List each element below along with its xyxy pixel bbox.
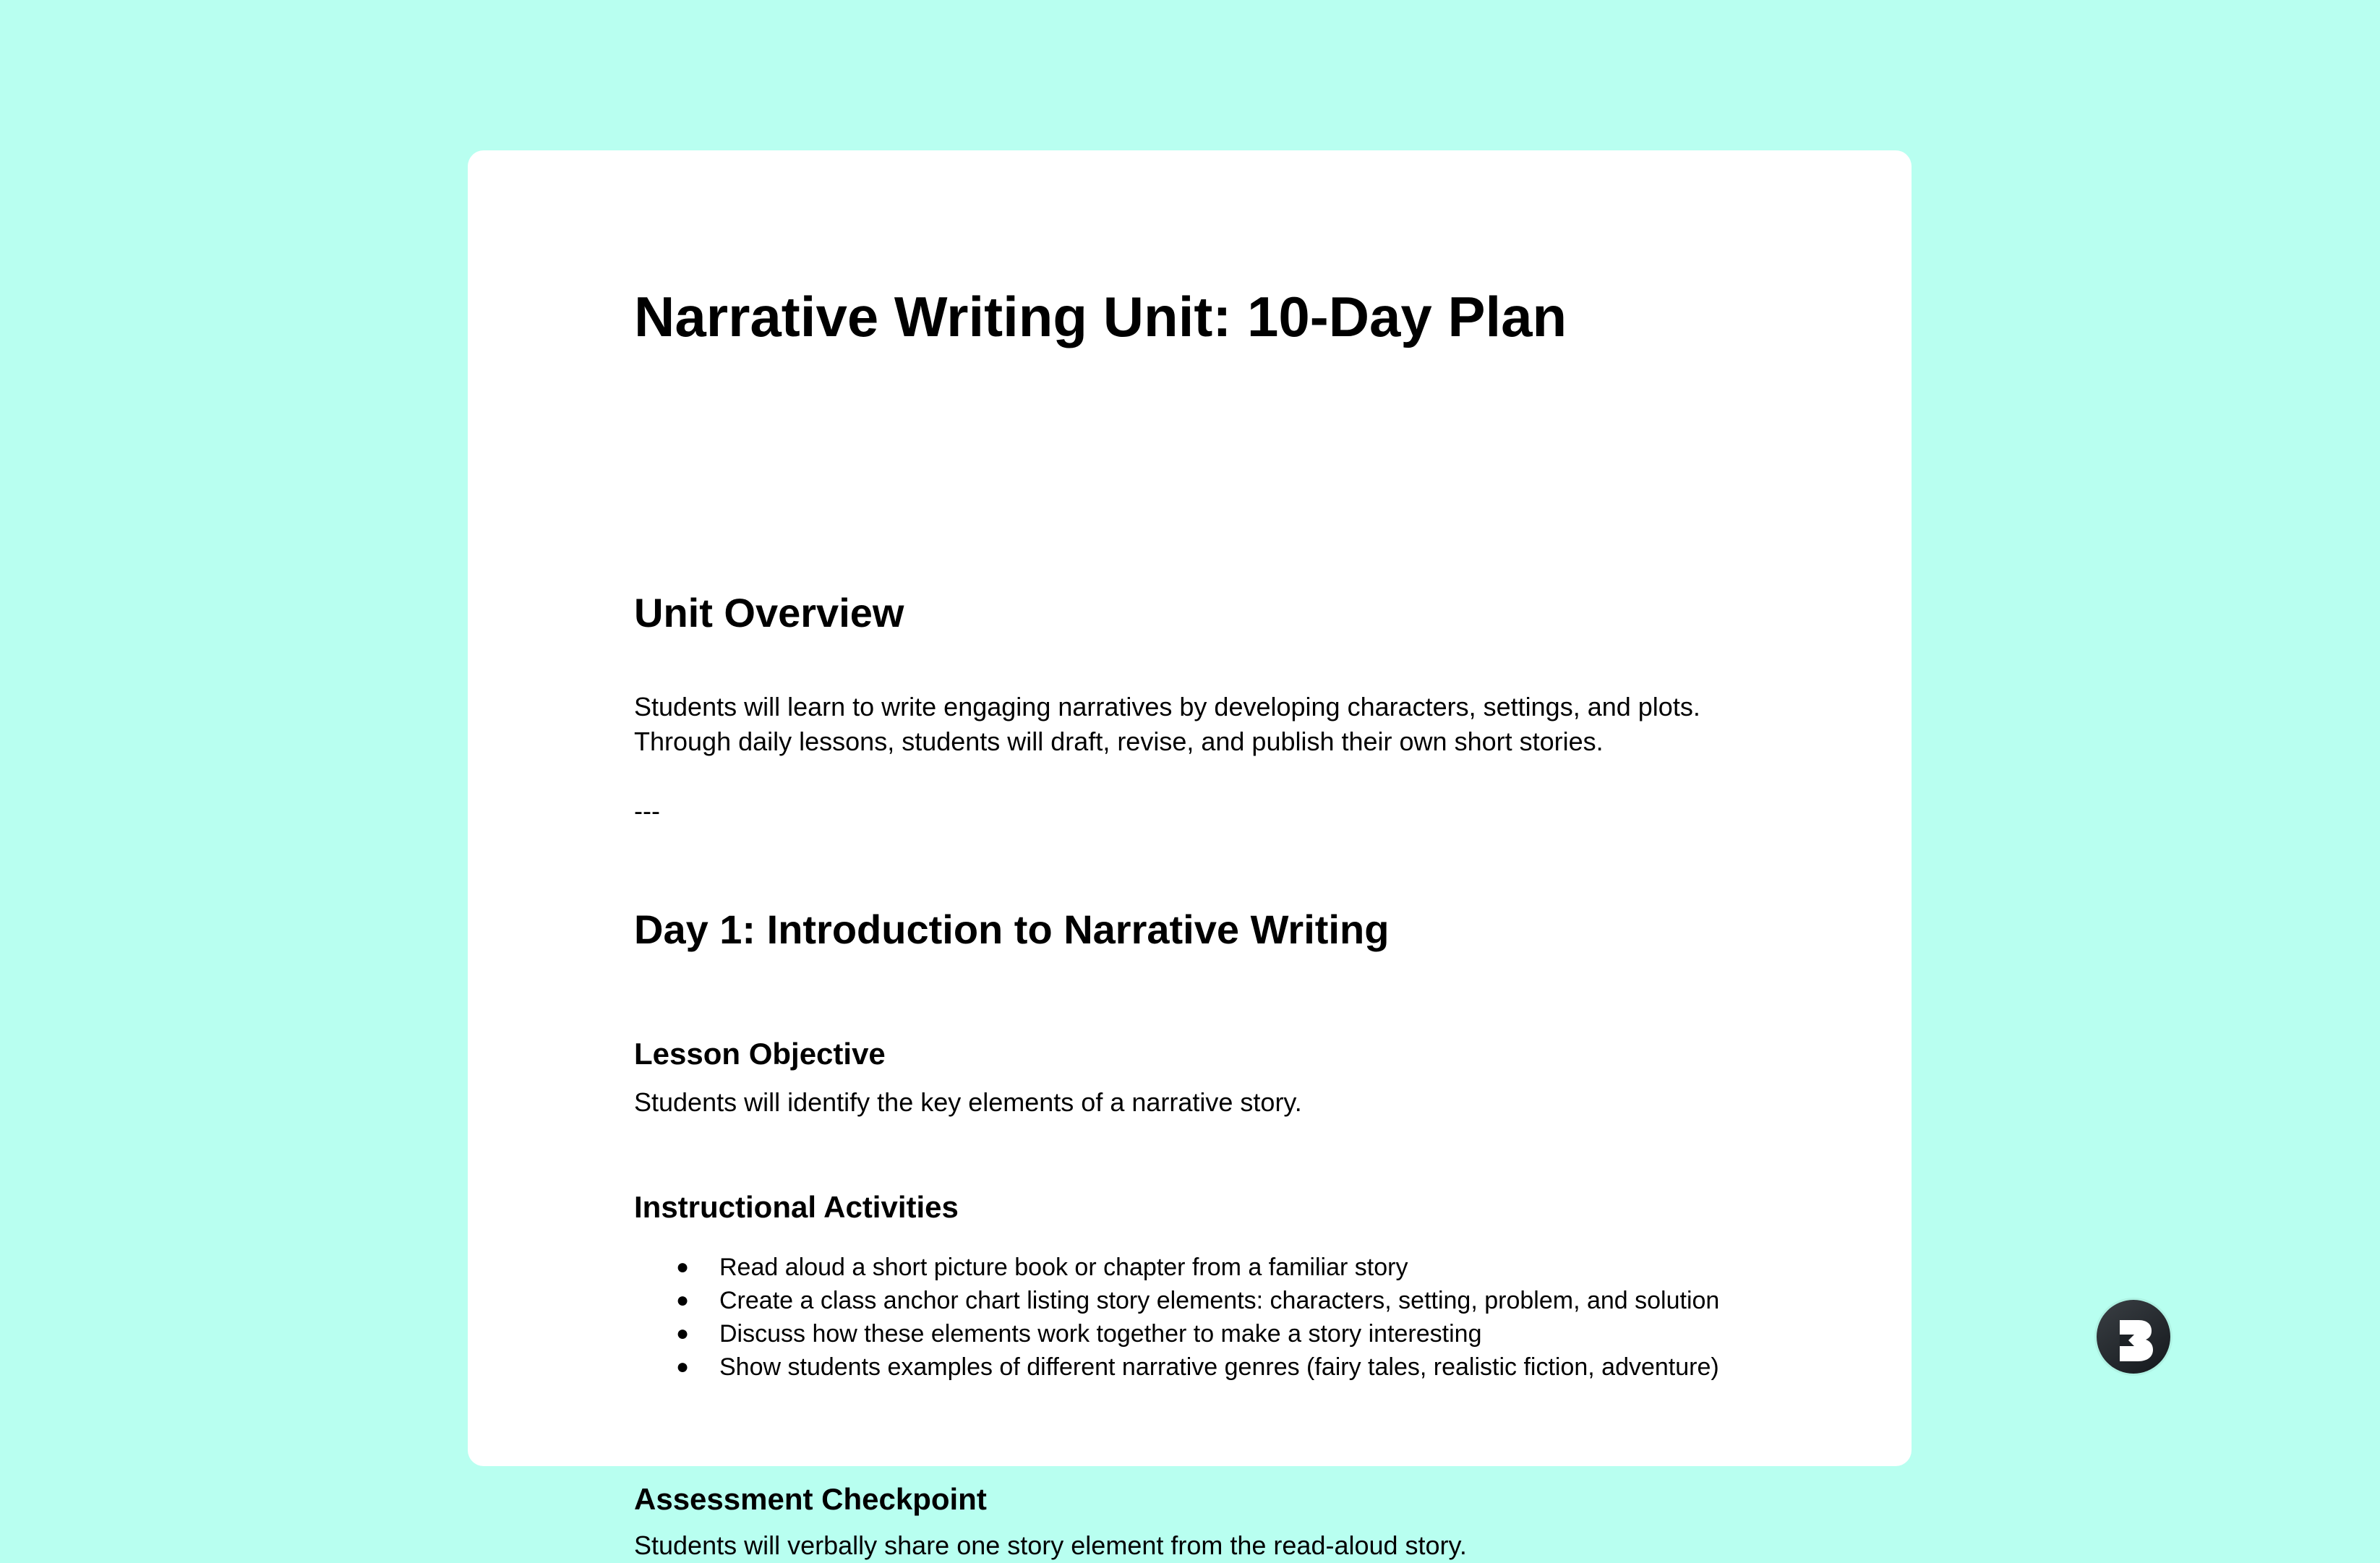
document-page bbox=[468, 150, 1912, 1560]
assessment-checkpoint-heading: Assessment Checkpoint bbox=[634, 1482, 987, 1516]
list-item-text: Show students examples of different narrative genres (fairy tales, realistic fiction, adventure) bbox=[719, 1353, 1719, 1381]
document-title: Narrative Writing Unit: 10-Day Plan bbox=[634, 285, 1567, 348]
overview-line-1: Students will learn to write engaging narratives by developing characters, settings, and plots. bbox=[634, 692, 1700, 721]
day1-heading: Day 1: Introduction to Narrative Writing bbox=[634, 907, 1390, 952]
bullet-icon: ● bbox=[676, 1355, 690, 1379]
list-item bbox=[634, 1317, 1719, 1350]
unit-overview-heading: Unit Overview bbox=[634, 590, 904, 635]
brand-logo-icon bbox=[2097, 1300, 2170, 1374]
lesson-objective-text: Students will identify the key elements of a narrative story. bbox=[634, 1087, 1302, 1117]
unit-overview-text bbox=[634, 690, 1700, 759]
list-item bbox=[634, 1350, 1719, 1384]
list-item bbox=[634, 1251, 1719, 1284]
instructional-activities-heading: Instructional Activities bbox=[634, 1190, 959, 1224]
bullet-icon: ● bbox=[676, 1322, 690, 1345]
list-item-text: Create a class anchor chart listing story elements: characters, setting, problem, and solution bbox=[719, 1287, 1720, 1314]
overview-line-2: Through daily lessons, students will draft, revise, and publish their own short stories. bbox=[634, 727, 1604, 756]
lesson-objective-heading: Lesson Objective bbox=[634, 1037, 886, 1071]
list-item-text: Read aloud a short picture book or chapter from a familiar story bbox=[719, 1254, 1408, 1281]
section-divider: --- bbox=[634, 796, 660, 826]
assessment-checkpoint-text: Students will verbally share one story element from the read-aloud story. bbox=[634, 1530, 1467, 1560]
bullet-icon: ● bbox=[676, 1288, 690, 1312]
brand-badge-button[interactable] bbox=[2097, 1300, 2170, 1374]
list-item bbox=[634, 1284, 1719, 1317]
bullet-icon: ● bbox=[676, 1255, 690, 1279]
instructional-activities-list bbox=[634, 1251, 1719, 1384]
list-item-text: Discuss how these elements work together to make a story interesting bbox=[719, 1320, 1482, 1348]
